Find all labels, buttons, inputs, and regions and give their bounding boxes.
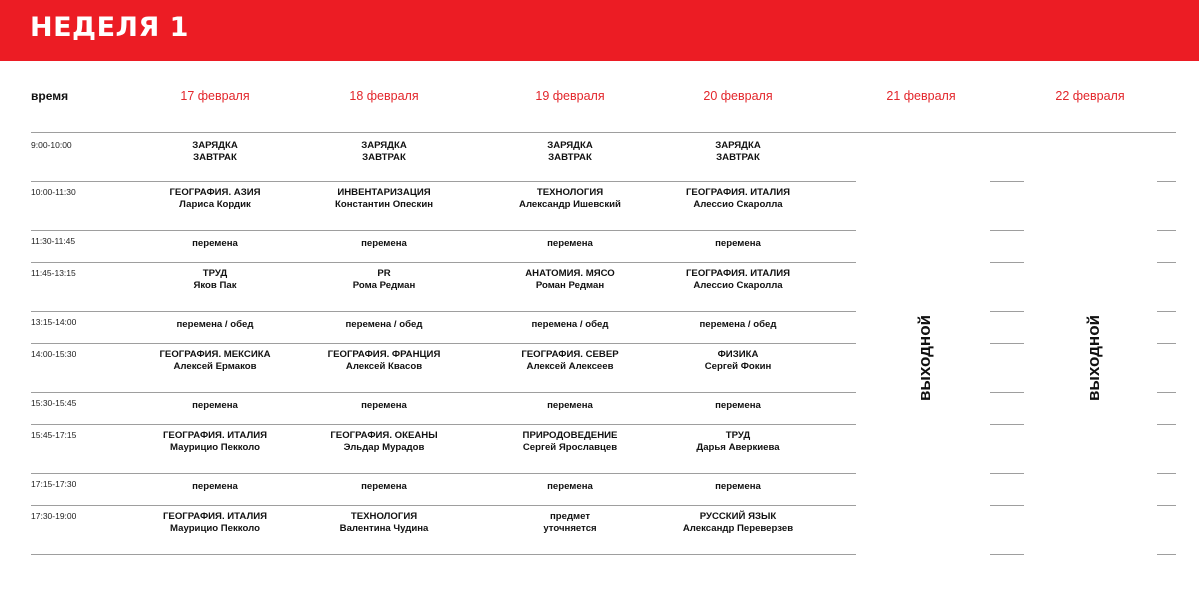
lesson-title: перемена (192, 400, 238, 411)
header-divider (31, 132, 1176, 133)
time-slot: 17:30-19:00 (31, 511, 77, 521)
schedule-cell (302, 268, 467, 292)
lesson-teacher: ЗАВТРАК (193, 152, 237, 163)
lesson-title: РУССКИЙ ЯЗЫК (699, 511, 777, 522)
row-divider (31, 473, 856, 474)
lesson-title: ТЕХНОЛОГИЯ (350, 511, 418, 522)
schedule-cell (488, 187, 653, 211)
lesson-title: АНАТОМИЯ. МЯСО (525, 268, 615, 279)
schedule-cell (656, 140, 821, 164)
time-slot: 10:00-11:30 (31, 187, 76, 197)
lesson-teacher: Эльдар Мурадов (343, 442, 425, 453)
lesson-title: ГЕОГРАФИЯ. СЕВЕР (521, 349, 619, 360)
lesson-teacher: уточняется (543, 523, 597, 534)
day-off-row-tick (1157, 505, 1176, 506)
lesson-title: ЗАРЯДКА (547, 140, 593, 151)
lesson-teacher: Алексей Квасов (345, 361, 423, 372)
lesson-title: перемена (715, 238, 761, 249)
lesson-title: перемена (192, 481, 238, 492)
schedule-cell (302, 430, 467, 454)
lesson-title: ГЕОГРАФИЯ. ИТАЛИЯ (685, 268, 790, 279)
schedule-cell (302, 511, 467, 535)
lesson-teacher: Александр Ишевский (519, 199, 621, 210)
lesson-teacher: Роман Редман (535, 280, 605, 291)
day-off-row-tick (1157, 311, 1176, 312)
day-header-5: 21 февраля (886, 89, 956, 103)
row-divider (31, 505, 856, 506)
time-slot: 11:45-13:15 (31, 268, 76, 278)
time-column-header: время (31, 89, 69, 103)
lesson-teacher: ЗАВТРАК (362, 152, 406, 163)
day-header-6: 22 февраля (1055, 89, 1125, 103)
lesson-title: перемена (361, 481, 407, 492)
schedule-cell (302, 187, 467, 211)
schedule-cell (133, 187, 298, 211)
lesson-teacher: Маурицио Пекколо (170, 442, 260, 453)
schedule-cell (133, 319, 298, 331)
row-divider (31, 392, 856, 393)
schedule-cell (302, 349, 467, 373)
week-title: НЕДЕЛЯ 1 (30, 12, 189, 43)
schedule-cell (302, 319, 467, 331)
day-off-label-1: выходной (915, 314, 934, 402)
time-slot: 14:00-15:30 (31, 349, 77, 359)
schedule-cell (488, 481, 653, 493)
lesson-title: перемена (547, 238, 593, 249)
lesson-title: перемена (547, 481, 593, 492)
lesson-teacher: Дарья Аверкиева (696, 442, 780, 453)
lesson-title: ГЕОГРАФИЯ. АЗИЯ (169, 187, 261, 198)
lesson-title: перемена / обед (699, 319, 777, 330)
day-off-row-tick (990, 554, 1024, 555)
lesson-title: перемена (715, 481, 761, 492)
schedule-cell (302, 400, 467, 412)
lesson-title: PR (377, 268, 391, 279)
row-divider (31, 554, 856, 555)
lesson-teacher: Сергей Ярославцев (522, 442, 618, 453)
schedule-cell (656, 481, 821, 493)
lesson-teacher: Алессио Скаролла (693, 280, 783, 291)
time-slot: 11:30-11:45 (31, 236, 76, 246)
schedule-cell (488, 400, 653, 412)
lesson-teacher: Алессио Скаролла (693, 199, 783, 210)
schedule-cell (656, 238, 821, 250)
schedule-cell (133, 511, 298, 535)
schedule-cell (302, 140, 467, 164)
lesson-title: перемена / обед (345, 319, 423, 330)
lesson-teacher: Константин Опескин (334, 199, 434, 210)
day-off-row-tick (990, 343, 1024, 344)
schedule-cell (488, 319, 653, 331)
week-banner (0, 0, 1199, 61)
lesson-title: предмет (549, 511, 591, 522)
lesson-teacher: Александр Переверзев (682, 523, 794, 534)
day-off-row-tick (990, 424, 1024, 425)
row-divider (31, 181, 856, 182)
lesson-title: перемена (361, 400, 407, 411)
lesson-teacher: Лариса Кордик (179, 199, 251, 210)
schedule-cell (488, 140, 653, 164)
lesson-teacher: ЗАВТРАК (716, 152, 760, 163)
schedule-cell (133, 400, 298, 412)
day-header-4: 20 февраля (703, 89, 773, 103)
row-divider (31, 424, 856, 425)
lesson-title: ТРУД (725, 430, 751, 441)
schedule-cell (656, 349, 821, 373)
time-slot: 13:15-14:00 (31, 317, 77, 327)
time-slot: 17:15-17:30 (31, 479, 77, 489)
row-divider (31, 311, 856, 312)
schedule-cell (488, 238, 653, 250)
day-off-row-tick (1157, 181, 1176, 182)
schedule-cell (656, 400, 821, 412)
schedule-cell (133, 268, 298, 292)
schedule-cell (656, 268, 821, 292)
lesson-teacher: Рома Редман (352, 280, 416, 291)
lesson-title: ГЕОГРАФИЯ. ИТАЛИЯ (162, 430, 267, 441)
day-off-row-tick (1157, 424, 1176, 425)
lesson-title: ТРУД (202, 268, 228, 279)
day-header-2: 18 февраля (349, 89, 419, 103)
day-off-row-tick (990, 230, 1024, 231)
day-off-row-tick (1157, 343, 1176, 344)
lesson-teacher: Маурицио Пекколо (170, 523, 260, 534)
row-divider (31, 262, 856, 263)
day-off-label-2: выходной (1084, 314, 1103, 402)
schedule-cell (656, 319, 821, 331)
schedule-cell (133, 481, 298, 493)
day-off-row-tick (990, 392, 1024, 393)
lesson-title: перемена / обед (531, 319, 609, 330)
lesson-title: перемена / обед (176, 319, 254, 330)
day-off-row-tick (990, 311, 1024, 312)
day-off-row-tick (1157, 230, 1176, 231)
lesson-title: ЗАРЯДКА (192, 140, 238, 151)
lesson-teacher: Яков Пак (193, 280, 237, 291)
schedule-cell (488, 430, 653, 454)
schedule-cell (133, 140, 298, 164)
lesson-title: ГЕОГРАФИЯ. ИТАЛИЯ (685, 187, 790, 198)
day-off-row-tick (990, 505, 1024, 506)
time-slot: 15:30-15:45 (31, 398, 77, 408)
schedule-cell (488, 349, 653, 373)
schedule-cell (656, 511, 821, 535)
lesson-title: перемена (192, 238, 238, 249)
schedule-cell (133, 349, 298, 373)
lesson-teacher: Алексей Алексеев (526, 361, 614, 372)
time-slot: 9:00-10:00 (31, 140, 72, 150)
lesson-teacher: ЗАВТРАК (548, 152, 592, 163)
lesson-teacher: Валентина Чудина (339, 523, 429, 534)
day-header-1: 17 февраля (180, 89, 250, 103)
lesson-title: ГЕОГРАФИЯ. МЕКСИКА (159, 349, 271, 360)
schedule-cell (488, 268, 653, 292)
day-off-row-tick (1157, 262, 1176, 263)
schedule-cell (133, 238, 298, 250)
lesson-title: ФИЗИКА (717, 349, 759, 360)
day-off-row-tick (1157, 473, 1176, 474)
lesson-teacher: Алексей Ермаков (173, 361, 257, 372)
day-header-3: 19 февраля (535, 89, 605, 103)
time-slot: 15:45-17:15 (31, 430, 77, 440)
day-off-row-tick (990, 473, 1024, 474)
day-off-row-tick (1157, 392, 1176, 393)
lesson-title: перемена (715, 400, 761, 411)
row-divider (31, 343, 856, 344)
schedule-cell (133, 430, 298, 454)
lesson-title: ГЕОГРАФИЯ. ФРАНЦИЯ (327, 349, 441, 360)
lesson-title: ПРИРОДОВЕДЕНИЕ (522, 430, 618, 441)
lesson-title: ЗАРЯДКА (361, 140, 407, 151)
schedule-cell (488, 511, 653, 535)
day-off-row-tick (1157, 554, 1176, 555)
schedule-cell (302, 481, 467, 493)
lesson-title: перемена (547, 400, 593, 411)
day-off-row-tick (990, 262, 1024, 263)
lesson-title: ИНВЕНТАРИЗАЦИЯ (337, 187, 431, 198)
lesson-title: перемена (361, 238, 407, 249)
schedule-cell (656, 430, 821, 454)
lesson-title: ГЕОГРАФИЯ. ОКЕАНЫ (330, 430, 438, 441)
row-divider (31, 230, 856, 231)
schedule-cell (302, 238, 467, 250)
schedule-cell (656, 187, 821, 211)
lesson-teacher: Сергей Фокин (704, 361, 772, 372)
day-off-row-tick (990, 181, 1024, 182)
lesson-title: ГЕОГРАФИЯ. ИТАЛИЯ (162, 511, 267, 522)
lesson-title: ТЕХНОЛОГИЯ (536, 187, 604, 198)
lesson-title: ЗАРЯДКА (715, 140, 761, 151)
